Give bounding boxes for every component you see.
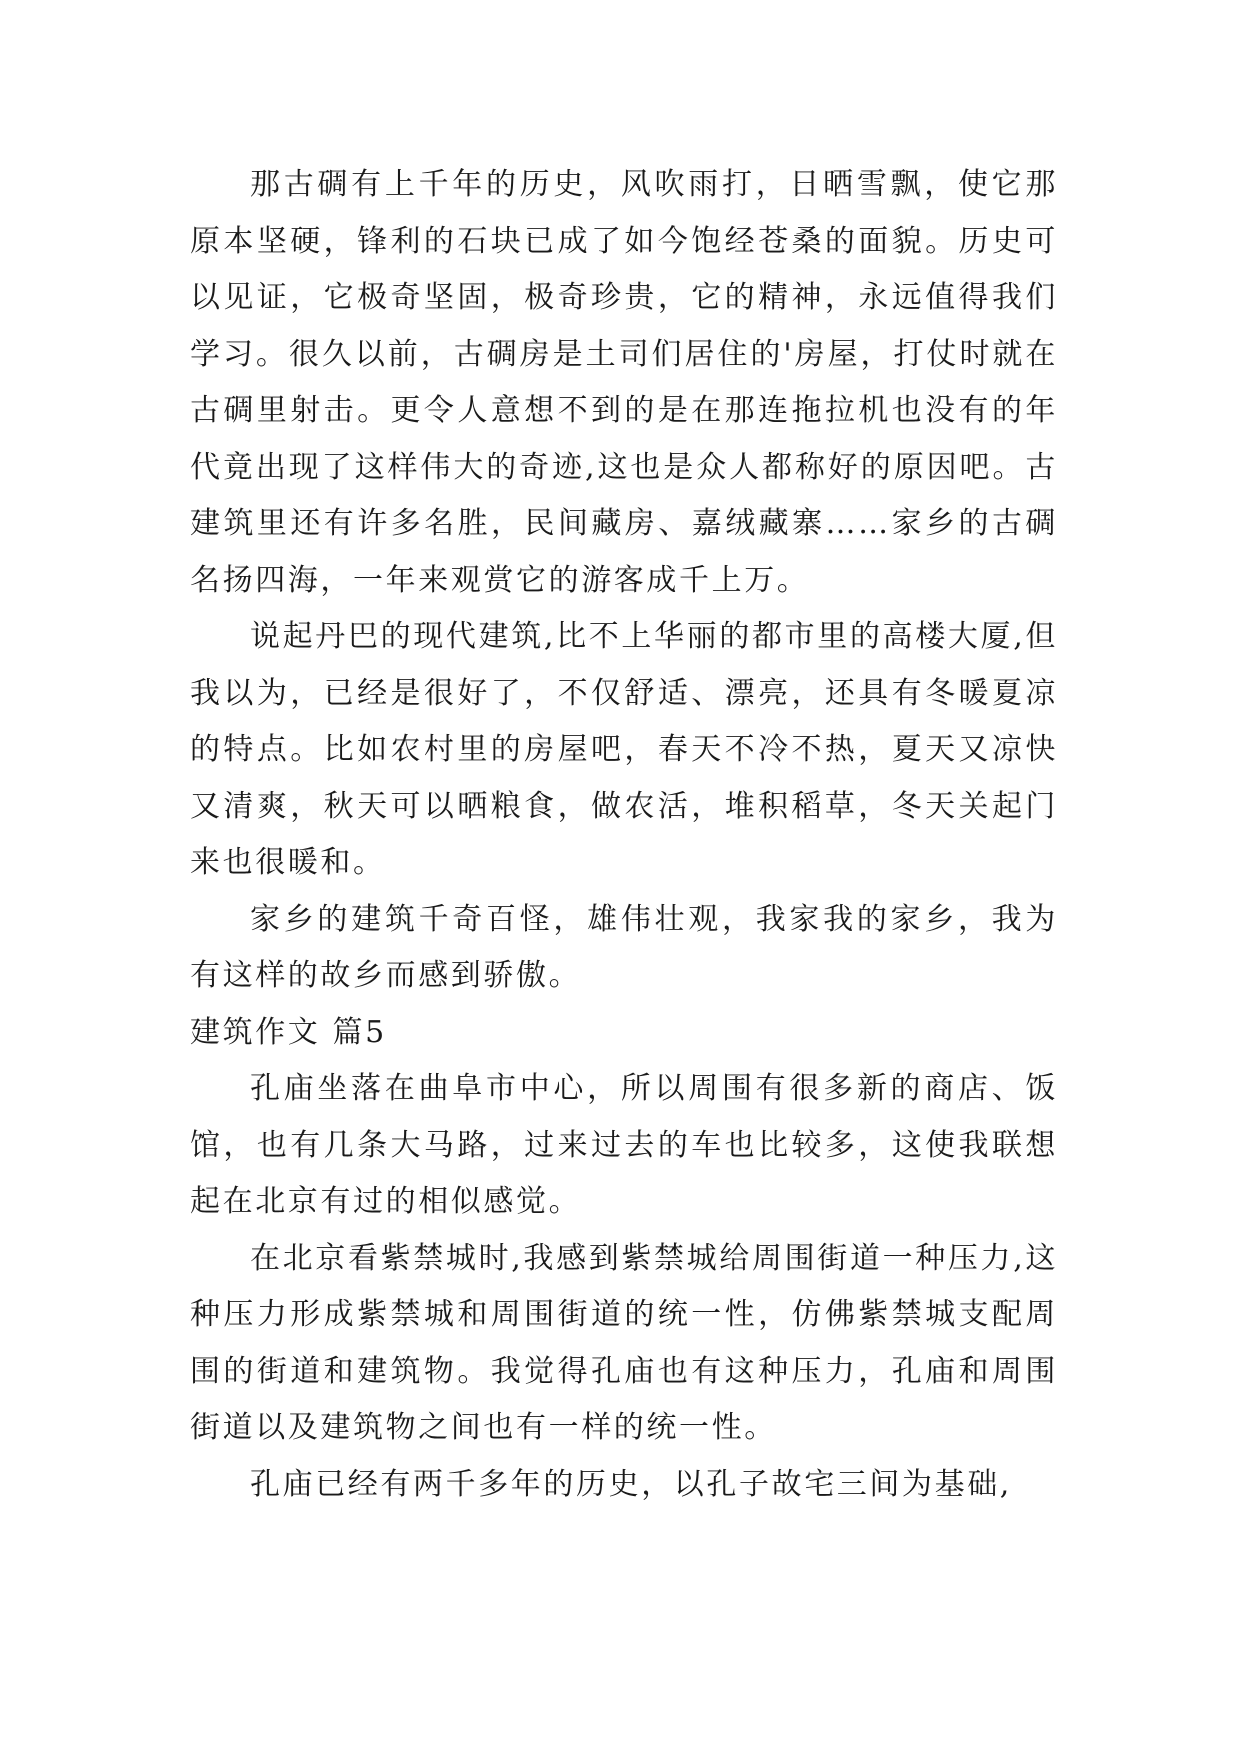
paragraph: 家乡的建筑千奇百怪，雄伟壮观，我家我的家乡，我为有这样的故乡而感到骄傲。 xyxy=(190,901,1058,993)
paragraph: 说起丹巴的现代建筑,比不上华丽的都市里的高楼大厦,但我以为，已经是很好了，不仅舒适、漂亮，还具有冬暖夏凉的特点。比如农村里的房屋吧，春天不冷不热，夏天又凉快又清爽，秋天可以晒粮食，做农活，堆积稻草，冬天关起门来也很暖和。 xyxy=(190,619,1058,880)
paragraph: 那古碉有上千年的历史，风吹雨打，日晒雪飘，使它那原本坚硬，锋利的石块已成了如今饱经苍桑的面貌。历史可以见证，它极奇坚固，极奇珍贵，它的精神，永远值得我们学习。很久以前，古碉房是土司们居住的'房屋，打仗时就在古碉里射击。更令人意想不到的是在那连拖拉机也没有的年代竟出现了这样伟大的奇迹,这也是众人都称好的原因吧。古建筑里还有许多名胜，民间藏房、嘉绒藏寨……家乡的古碉名扬四海，一年来观赏它的游客成千上万。 xyxy=(190,167,1058,598)
document-body xyxy=(190,157,1058,1513)
paragraph: 孔庙已经有两千多年的历史，以孔子故宅三间为基础, xyxy=(250,1466,1012,1502)
paragraph: 孔庙坐落在曲阜市中心，所以周围有很多新的商店、饭馆，也有几条大马路，过来过去的车也比较多，这使我联想起在北京有过的相似感觉。 xyxy=(190,1071,1058,1219)
paragraph: 在北京看紫禁城时,我感到紫禁城给周围街道一种压力,这种压力形成紫禁城和周围街道的统一性，仿佛紫禁城支配周围的街道和建筑物。我觉得孔庙也有这种压力，孔庙和周围街道以及建筑物之间也有一样的统一性。 xyxy=(190,1240,1058,1445)
section-heading: 建筑作文 篇5 xyxy=(190,1014,387,1050)
